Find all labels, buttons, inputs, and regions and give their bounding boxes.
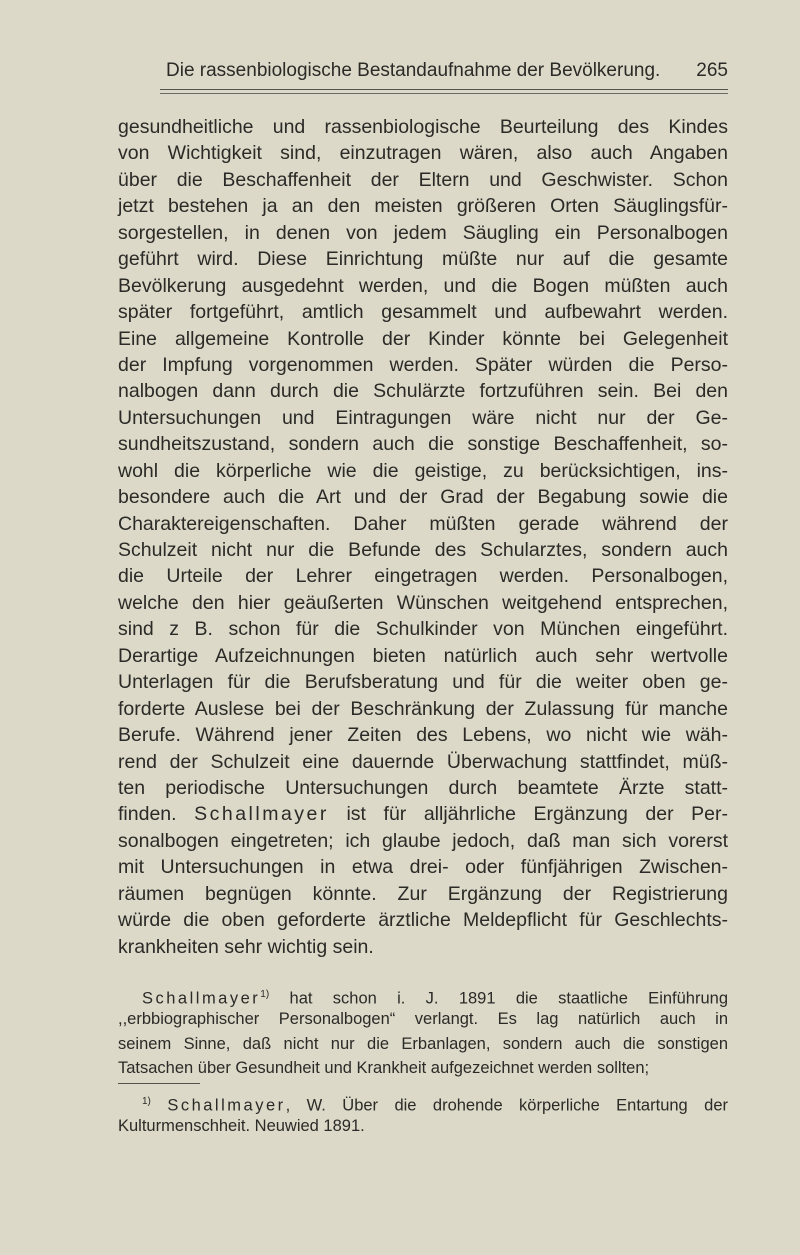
text-line: der Impfung vorgenommen werden. Später würden die Perso- [118,353,728,376]
text-line: krankheiten sehr wichtig sein. [118,935,374,958]
text-line: welche den hier geäußerten Wünschen weitgehend entsprechen, [118,591,728,614]
footnote [118,1090,728,1139]
text-line: von Wichtigkeit sind, einzutragen wären, also auch Angaben [118,142,728,165]
text-line: gesundheitliche und rassenbiologische Beurteilung des Kindes [118,116,728,138]
page-number: 265 [696,60,728,81]
emphasized-name: Schallmayer [142,989,261,1008]
footnote-separator [118,1083,200,1084]
text-line: mit Untersuchungen in etwa drei- oder fünfjährigen Zwischen- [118,856,728,879]
text-line: Bevölkerung ausgedehnt werden, und die Bogen müßten auch [118,274,728,297]
text-line: die Urteile der Lehrer eingetragen werden. Personalbogen, [118,565,728,588]
text-line: forderte Auslese bei der Beschränkung der Zulassung für manche [118,697,728,720]
text-line: Tatsachen über Gesundheit und Krankheit aufgezeichnet werden sollten; [118,1059,650,1078]
text-line: Berufe. Während jener Zeiten des Lebens, wo nicht wie wäh- [118,724,728,747]
footnote-marker: 1) [260,989,270,1000]
text-line: Derartige Aufzeichnungen bieten natürlich auch sehr wertvolle [118,644,728,667]
text-line: nalbogen dann durch die Schulärzte fortzuführen sein. Bei den [118,380,728,403]
text-line: besondere auch die Art und der Grad der Begabung sowie die [118,486,728,509]
text-line [118,801,728,827]
text-line: sind z B. schon für die Schulkinder von München eingeführt. [118,618,728,641]
footnote-marker: 1) [142,1096,151,1107]
text-line: würde die oben geforderte ärztliche Meldepflicht für Geschlechts- [118,909,728,932]
body-text [118,114,728,960]
text-line: Charaktereigenschaften. Daher müßten gerade während der [118,512,728,535]
text-line: Kulturmenschheit. Neuwied 1891. [118,1117,365,1136]
text-line: jetzt bestehen ja an den meisten größeren Orten Säuglingsfür- [118,195,728,218]
header-title: Die rassenbiologische Bestandaufnahme der Bevölkerung. [166,60,661,81]
text-line: Schulzeit nicht nur die Befunde des Schularztes, sondern auch [118,539,728,561]
text-line [118,1090,728,1114]
text-line: ten periodische Untersuchungen durch beamtete Ärzte statt- [118,776,728,799]
text-line: später fortgeführt, amtlich gesammelt und aufbewahrt werden. [118,301,728,324]
text-line: Untersuchungen und Eintragungen wäre nicht nur der Ge- [118,406,728,429]
header-rule [160,89,728,90]
text-line: über die Beschaffenheit der Eltern und Geschwister. Schon [118,168,728,191]
text-line: Unterlagen für die Berufsberatung und für die weiter oben ge- [118,671,728,694]
text-line: seinem Sinne, daß nicht nur die Erbanlagen, sondern auch die sonstigen [118,1034,728,1053]
text-line: rend der Schulzeit eine dauernde Überwachung stattfindet, müß- [118,750,728,773]
text-segment: hat schon i. J. 1891 die staatliche Einführung [269,989,728,1008]
text-line: Eine allgemeine Kontrolle der Kinder könnte bei Gelegenheit [118,327,728,350]
text-line: sundheitszustand, sondern auch die sonstige Beschaffenheit, so- [118,433,728,456]
emphasized-name: Schallmayer [167,1096,286,1115]
text-segment: , W. Über die drohende körperliche Entartung der [285,1096,728,1115]
text-line: geführt wird. Diese Einrichtung müßte nur auf die gesamte [118,248,728,271]
text-segment: finden. [118,803,195,826]
text-line: sonalbogen eingetreten; ich glaube jedoch, daß man sich vorerst [118,829,728,852]
text-line: räumen begnügen könnte. Zur Ergänzung der Registrierung [118,882,728,905]
header-rule-secondary [160,93,728,94]
text-segment [151,1097,167,1115]
small-print-paragraph [118,983,728,1081]
text-segment: ist für alljährliche Ergänzung der Per- [328,803,728,826]
emphasized-name: Schallmayer [194,803,329,826]
text-line [118,983,728,1007]
running-header [166,58,728,88]
text-line: ,,erbbiographischer Personalbogen“ verlangt. Es lag natürlich auch in [118,1010,728,1029]
text-line: sorgestellen, in denen von jedem Säugling ein Personalbogen [118,221,728,244]
text-line: wohl die körperliche wie die geistige, zu berücksichtigen, ins- [118,459,728,482]
